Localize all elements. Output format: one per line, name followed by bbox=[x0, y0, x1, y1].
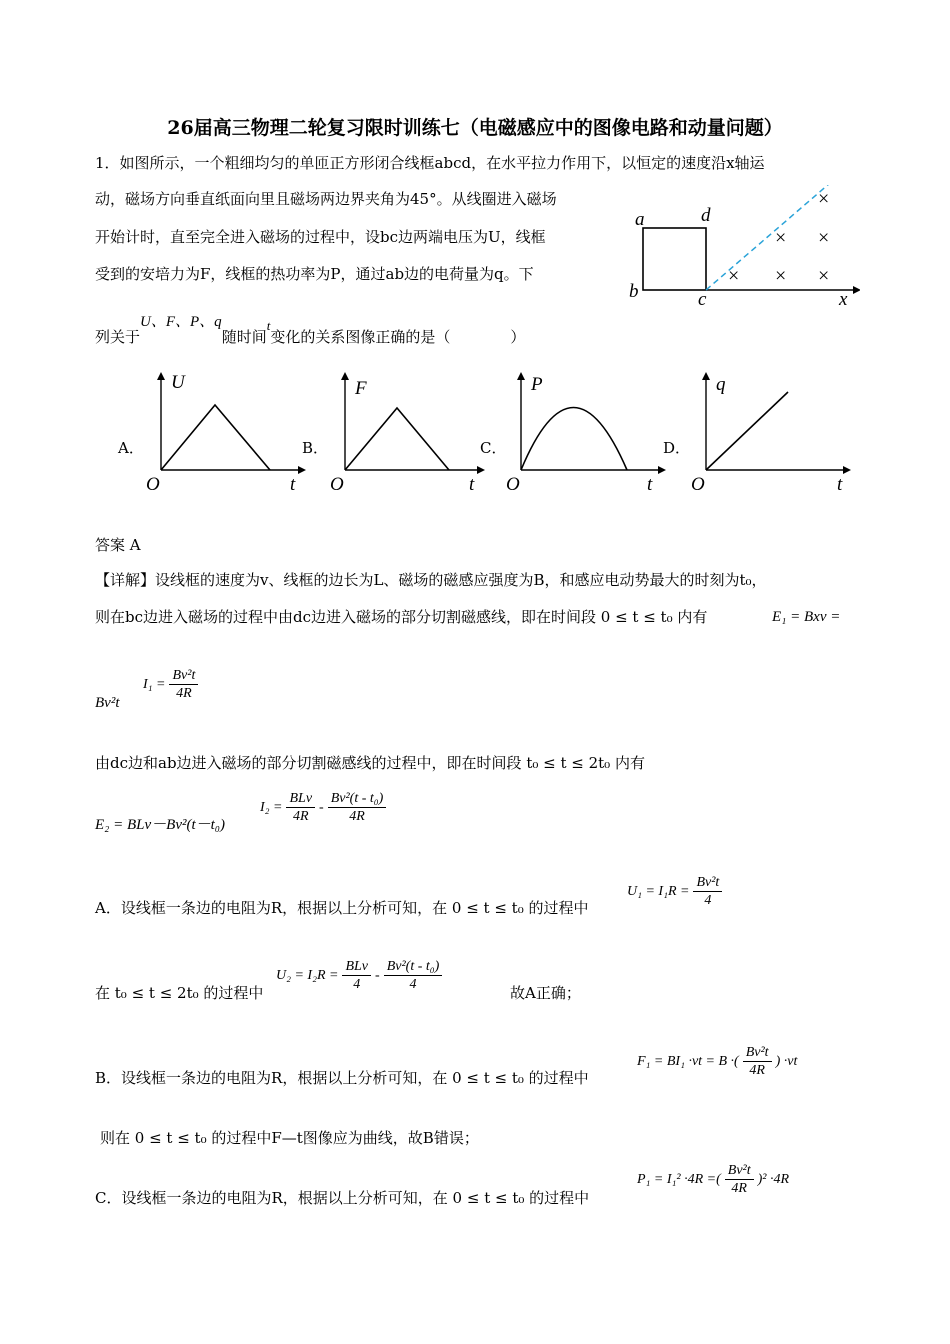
formula-i2-denominator-1: 4R bbox=[292, 809, 309, 824]
formula-i2-operator: - bbox=[319, 799, 324, 815]
formula-f1-lhs: F₁ = BI₁ ·vt = B ·( bbox=[637, 1053, 739, 1069]
label-b: b bbox=[629, 281, 639, 302]
formula-e1-continued: Bv²t bbox=[95, 695, 120, 711]
x-axis-arrow bbox=[853, 286, 860, 294]
option-a-label[interactable]: A． bbox=[118, 439, 144, 457]
formula-i1-denominator: 4R bbox=[176, 686, 192, 701]
option-c-label[interactable]: C． bbox=[480, 439, 507, 457]
formula-u2-lhs: U₂ = I₂R = bbox=[276, 967, 339, 983]
formula-u2-operator: - bbox=[375, 967, 380, 983]
formula-u1 bbox=[627, 874, 722, 909]
question-line-5-mid: 随时间 bbox=[221, 328, 267, 346]
formula-u2-numerator-1: BLv bbox=[342, 958, 371, 976]
question-time-var: t bbox=[266, 318, 271, 333]
question-line-5-suffix: 变化的关系图像正确的是（ ） bbox=[270, 328, 526, 346]
detail-option-c-1: C．设线框一条边的电阻为R，根据以上分析可知，在 0 ≤ t ≤ t₀ 的过程中 bbox=[95, 1189, 590, 1207]
option-b-label[interactable]: B． bbox=[302, 439, 329, 457]
option-c-curve bbox=[521, 408, 627, 471]
detail-paragraph-2: 则在bc边进入磁场的过程中由dc边进入磁场的部分切割磁感线，即在时间段 0 ≤ t ≤ t₀ 内有 bbox=[95, 608, 708, 626]
formula-u1-numerator: Bv²t bbox=[693, 874, 722, 892]
formula-u2 bbox=[276, 958, 442, 993]
label-x: x bbox=[839, 289, 848, 310]
option-d-origin: O bbox=[691, 474, 705, 495]
question-line-5 bbox=[95, 314, 526, 348]
formula-e1: E₁ = Bxv = bbox=[772, 609, 841, 625]
option-d-y-label: q bbox=[716, 374, 726, 395]
option-b-graph bbox=[327, 370, 487, 495]
label-c: c bbox=[698, 289, 707, 310]
question-line-1: 1．如图所示，一个粗细均匀的单匝正方形闭合线框abcd，在水平拉力作用下，以恒定的速度沿x轴运 bbox=[95, 154, 765, 172]
page-title: 26届高三物理二轮复习限时训练七（电磁感应中的图像电路和动量问题） bbox=[167, 117, 783, 139]
formula-f1 bbox=[637, 1044, 797, 1079]
option-d-graph bbox=[688, 370, 853, 495]
option-a-y-label: U bbox=[171, 372, 185, 393]
formula-p1-denominator: 4R bbox=[731, 1181, 747, 1196]
field-cross: × bbox=[728, 265, 740, 287]
field-cross: × bbox=[818, 265, 830, 287]
option-b-y-label: F bbox=[355, 378, 367, 399]
field-cross: × bbox=[818, 227, 830, 249]
detail-option-a-conclusion: 故A正确； bbox=[510, 984, 581, 1002]
option-c-origin: O bbox=[506, 474, 520, 495]
question-line-2: 动，磁场方向垂直纸面向里且磁场两边界夹角为45°。从线圈进入磁场 bbox=[95, 190, 557, 208]
formula-p1-rhs: )² ·4R bbox=[757, 1171, 790, 1187]
detail-option-b-1: B．设线框一条边的电阻为R，根据以上分析可知，在 0 ≤ t ≤ t₀ 的过程中 bbox=[95, 1069, 589, 1087]
square-loop bbox=[643, 228, 706, 290]
formula-i2-lhs: I₂ = bbox=[260, 799, 283, 815]
option-c-y-label: P bbox=[531, 374, 543, 395]
answer: 答案 A bbox=[95, 536, 141, 554]
formula-i2 bbox=[260, 790, 386, 825]
formula-i2-denominator-2: 4R bbox=[349, 809, 365, 824]
formula-u1-lhs: U₁ = I₁R = bbox=[627, 883, 690, 899]
detail-option-b-2: 则在 0 ≤ t ≤ t₀ 的过程中F—t图像应为曲线，故B错误； bbox=[100, 1129, 479, 1147]
option-b-curve bbox=[345, 408, 449, 470]
formula-i1 bbox=[143, 667, 198, 702]
detail-option-a-2: 在 t₀ ≤ t ≤ 2t₀ 的过程中 bbox=[95, 984, 264, 1002]
formula-u2-numerator-2: Bv²(t - t₀) bbox=[384, 958, 443, 976]
formula-e2: E₂ = BLv－Bv²(t－t₀) bbox=[95, 817, 226, 833]
option-a-x-label: t bbox=[290, 474, 296, 495]
question-variables: U、F、P、q bbox=[140, 314, 222, 330]
formula-f1-denominator: 4R bbox=[749, 1063, 765, 1078]
formula-p1-lhs: P₁ = I₁² ·4R =( bbox=[637, 1171, 721, 1187]
formula-p1-numerator: Bv²t bbox=[725, 1162, 754, 1180]
formula-u2-denominator-2: 4 bbox=[409, 977, 417, 992]
option-c-graph bbox=[503, 370, 668, 495]
option-b-origin: O bbox=[330, 474, 344, 495]
label-d: d bbox=[701, 205, 711, 226]
option-c-x-label: t bbox=[647, 474, 653, 495]
question-line-4: 受到的安培力为F，线框的热功率为P，通过ab边的电荷量为q。下 bbox=[95, 265, 534, 283]
formula-i1-lhs: I₁ = bbox=[143, 676, 166, 692]
formula-f1-numerator: Bv²t bbox=[743, 1044, 772, 1062]
option-d-curve bbox=[706, 392, 788, 470]
field-cross: × bbox=[775, 227, 787, 249]
option-a-curve bbox=[161, 405, 270, 470]
field-cross: × bbox=[818, 188, 830, 210]
field-cross: × bbox=[775, 265, 787, 287]
question-line-5-prefix: 列关于 bbox=[95, 328, 141, 346]
option-d-x-label: t bbox=[837, 474, 843, 495]
formula-p1 bbox=[637, 1162, 789, 1197]
option-b-x-label: t bbox=[469, 474, 475, 495]
formula-i2-numerator-2: Bv²(t - t₀) bbox=[328, 790, 387, 808]
detail-paragraph-1: 【详解】设线框的速度为v、线框的边长为L、磁场的磁感应强度为B，和感应电动势最大的时刻为t₀， bbox=[95, 571, 767, 589]
formula-u2-denominator-1: 4 bbox=[353, 977, 361, 992]
magnetic-field-figure bbox=[625, 185, 860, 310]
option-d-label[interactable]: D． bbox=[663, 439, 691, 457]
option-a-origin: O bbox=[146, 474, 160, 495]
detail-option-a-1: A．设线框一条边的电阻为R，根据以上分析可知，在 0 ≤ t ≤ t₀ 的过程中 bbox=[95, 899, 589, 917]
question-line-3: 开始计时，直至完全进入磁场的过程中，设bc边两端电压为U，线框 bbox=[95, 228, 546, 246]
formula-i2-numerator-1: BLv bbox=[286, 790, 315, 808]
formula-u1-denominator: 4 bbox=[704, 893, 712, 908]
option-a-graph bbox=[143, 370, 308, 495]
formula-f1-rhs: ) ·vt bbox=[775, 1053, 798, 1069]
detail-paragraph-3: 由dc边和ab边进入磁场的部分切割磁感线的过程中，即在时间段 t₀ ≤ t ≤ 2t₀ 内有 bbox=[95, 754, 645, 772]
formula-i1-numerator: Bv²t bbox=[169, 667, 198, 685]
label-a: a bbox=[635, 209, 645, 230]
